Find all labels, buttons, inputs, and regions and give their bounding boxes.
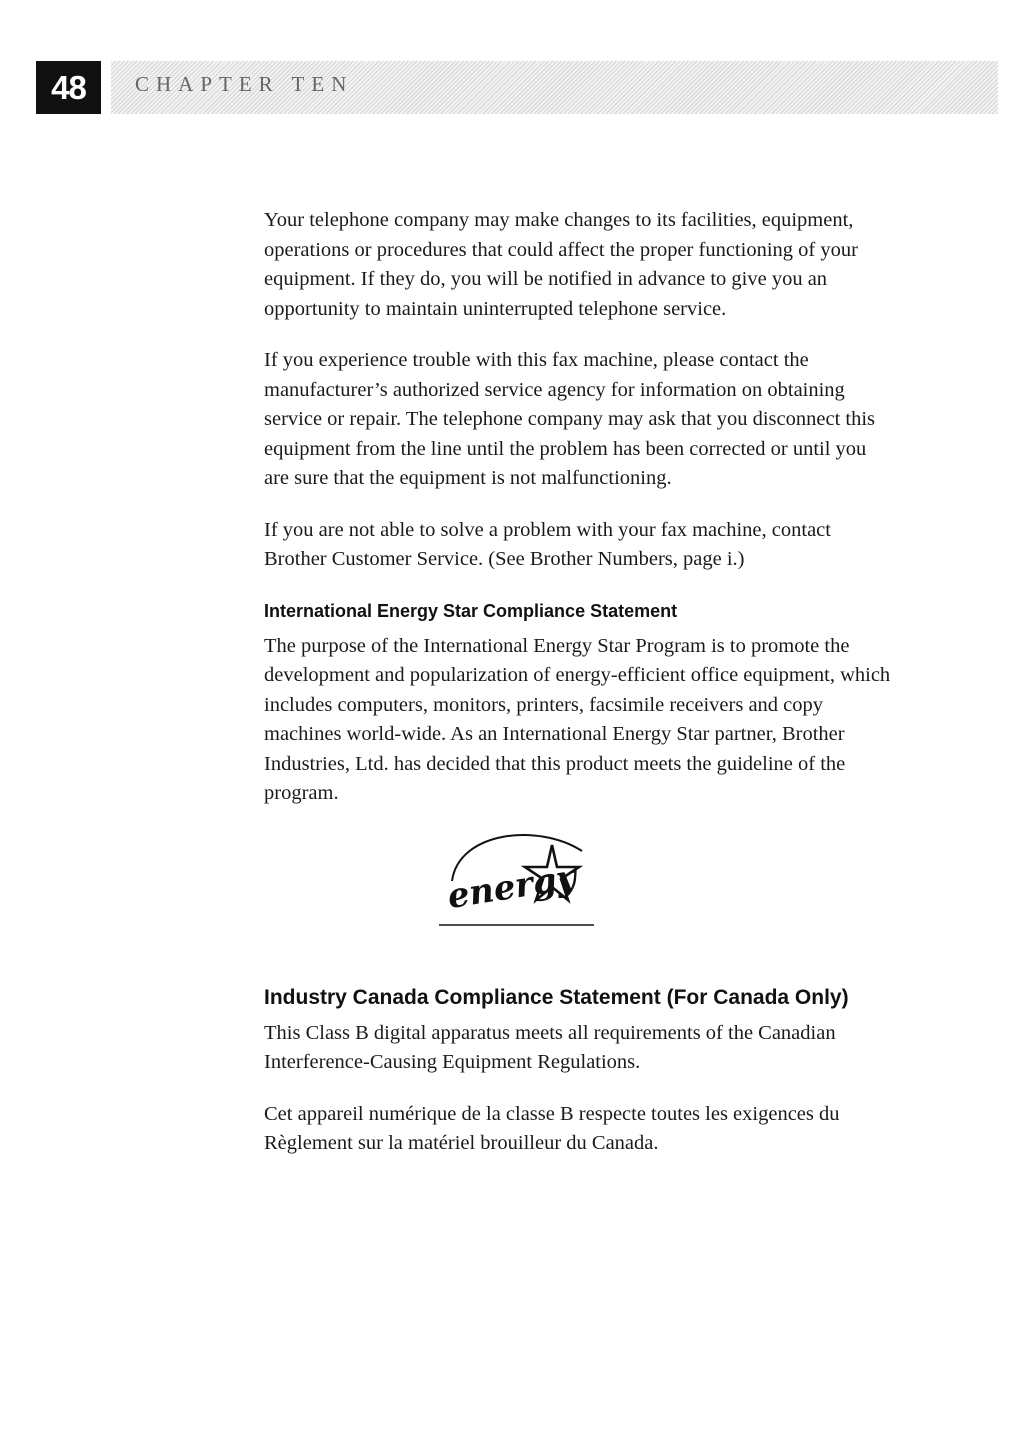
canada-french-paragraph: Cet appareil numérique de la classe B respecte toutes les exigences du Règlement sur la matériel brouilleur du Canada. — [264, 1102, 840, 1154]
page-content — [264, 206, 894, 1181]
paragraph-trouble: If you experience trouble with this fax machine, please contact the manufacturer’s authorized service agency for information on obtaining service or repair. The telephone company may ask that you disconnect this equipment from the line until the problem has been corrected or until you are sure that the equipment is not malfunctioning. — [264, 349, 876, 489]
energy-star-paragraph: The purpose of the International Energy Star Program is to promote the development and popularization of energy-efficient office equipment, which includes computers, monitors, printers, facsimile receivers and copy machines world-wide. As an International Energy Star partner, Brother Industries, Ltd. has decided that this product meets the guideline of the program. — [264, 634, 891, 804]
paragraph-service-changes: Your telephone company may make changes to its facilities, equipment, operations or procedures that could affect the proper functioning of your equipment. If they do, you will be notified in advance to give you an opportunity to maintain uninterrupted telephone service. — [264, 209, 858, 320]
canada-heading: Industry Canada Compliance Statement (For Canada Only) — [264, 985, 849, 1009]
canada-english-paragraph: This Class B digital apparatus meets all requirements of the Canadian Interference-Causing Equipment Regulations. — [264, 1021, 836, 1073]
chapter-title: CHAPTER TEN — [135, 72, 354, 96]
energy-star-logo-icon — [434, 819, 604, 929]
energy-star-logo — [264, 819, 894, 969]
paragraph-customer-service: If you are not able to solve a problem with your fax machine, contact Brother Customer Service. (See Brother Numbers, page i.) — [264, 518, 831, 570]
svg-text:energy: energy — [444, 856, 579, 917]
header-band — [111, 61, 998, 114]
energy-star-heading: International Energy Star Compliance Statement — [264, 600, 678, 621]
page-number: 48 — [36, 61, 101, 114]
chapter-header — [36, 61, 998, 114]
